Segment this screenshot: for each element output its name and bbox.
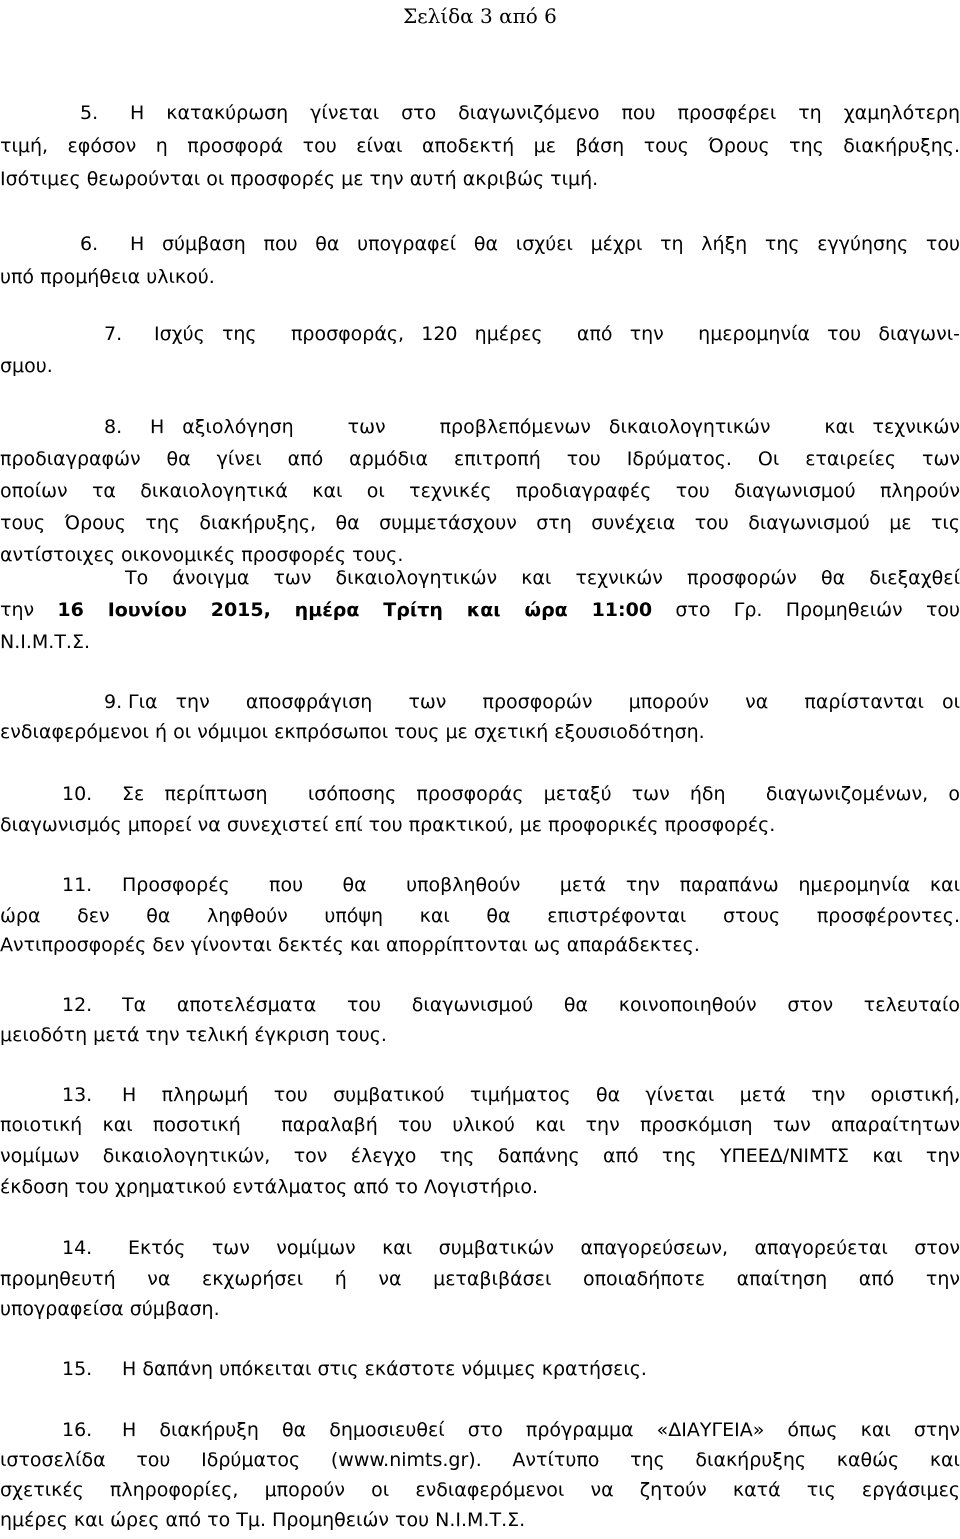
paragraph-9-line-1 [0,687,960,717]
paragraph-14-line-1 [0,1233,960,1263]
paragraph-13-line-3 [0,1141,960,1171]
paragraph-5-number: 5. [80,102,99,124]
paragraph-7-line-2 [0,351,960,381]
paragraph-8-text-7-prefix: την [0,599,58,621]
paragraph-16-text-1: Η διακήρυξη θα δημοσιευθεί στο πρόγραμμα «ΔΙΑΥΓΕΙΑ» όπως και στην [122,1419,960,1441]
paragraph-10-line-2 [0,810,960,840]
paragraph-5-text-2: τιμή, εφόσον η προσφορά του είναι αποδεκτή με βάση τους Όρους της διακήρυξης. [0,135,960,157]
paragraph-13-text-2: ποιοτική και ποσοτική παραλαβή του υλικού και την προσκόμιση των απαραίτητων [0,1114,960,1136]
paragraph-8-text-8: Ν.Ι.Μ.Τ.Σ. [0,631,91,653]
paragraph-8-text-2: προδιαγραφών θα γίνει από αρμόδια επιτροπή του Ιδρύματος. Οι εταιρείες των [0,448,960,470]
paragraph-14-text-2: προμηθευτή να εκχωρήσει ή να μεταβιβάσει οποιαδήποτε απαίτηση από την [0,1268,960,1290]
paragraph-16-line-3 [0,1475,960,1505]
paragraph-16-number: 16. [62,1419,93,1441]
paragraph-8-text-1: Η αξιολόγηση των προβλεπόμενων δικαιολογητικών και τεχνικών [150,416,960,438]
paragraph-13-number: 13. [62,1084,93,1106]
paragraph-13-line-4 [0,1172,960,1202]
paragraph-14-line-2 [0,1264,960,1294]
paragraph-11-line-2 [0,901,960,931]
paragraph-10-line-1 [0,779,960,809]
paragraph-10-text-2: διαγωνισμός μπορεί να συνεχιστεί επί του πρακτικού, με προφορικές προσφορές. [0,814,776,836]
paragraph-13-line-2 [0,1110,960,1140]
paragraph-14-text-3: υπογραφείσα σύμβαση. [0,1298,220,1320]
paragraph-6-text-2: υπό προμήθεια υλικού. [0,266,215,288]
paragraph-5-text-1: Η κατακύρωση γίνεται στο διαγωνιζόμενο που προσφέρει τη χαμηλότερη [130,102,960,124]
paragraph-5-text-3: Ισότιμες θεωρούνται οι προσφορές με την αυτή ακριβώς τιμή. [0,168,599,190]
paragraph-12-text-1: Τα αποτελέσματα του διαγωνισμού θα κοινοποιηθούν στον τελευταίο [122,994,960,1016]
paragraph-8-line-7 [0,595,960,625]
paragraph-5-line-1 [0,98,960,128]
paragraph-9-text-1: Για την αποσφράγιση των προσφορών μπορούν να παρίστανται οι [128,691,960,713]
paragraph-9-number: 9. [104,691,123,713]
paragraph-9-text-2: ενδιαφερόμενοι ή οι νόμιμοι εκπρόσωποι τους με σχετική εξουσιοδότηση. [0,721,705,743]
paragraph-10-number: 10. [62,783,93,805]
paragraph-16-line-4 [0,1505,960,1535]
paragraph-16-line-2 [0,1445,960,1475]
paragraph-12-text-2: μειοδότη μετά την τελική έγκριση τους. [0,1024,387,1046]
paragraph-11-text-2: ώρα δεν θα ληφθούν υπόψη και θα επιστρέφονται στους προσφέροντες. [0,905,960,927]
paragraph-8-line-8 [0,627,960,657]
paragraph-6-line-2 [0,262,960,292]
paragraph-8-text-7-suffix: στο Γρ. Προμηθειών του [652,599,960,621]
paragraph-11-number: 11. [62,874,93,896]
paragraph-8-text-3: οποίων τα δικαιολογητικά και οι τεχνικές προδιαγραφές του διαγωνισμού πληρούν [0,480,960,502]
paragraph-11-line-3 [0,930,960,960]
page-number-header: Σελίδα 3 από 6 [403,4,557,28]
paragraph-14-text-1: Εκτός των νομίμων και συμβατικών απαγορεύσεων, απαγορεύεται στον [128,1237,960,1259]
paragraph-16-text-3: σχετικές πληροφορίες, μπορούν οι ενδιαφερόμενοι να ζητούν κατά τις εργάσιμες [0,1479,960,1501]
paragraph-7-text-1: Ισχύς της προσφοράς, 120 ημέρες από την ημερομηνία του διαγωνι- [154,323,960,345]
paragraph-6-line-1 [0,229,960,259]
paragraph-11-text-1: Προσφορές που θα υποβληθούν μετά την παραπάνω ημερομηνία και [122,874,960,896]
paragraph-6-number: 6. [80,233,99,255]
paragraph-8-text-6: Το άνοιγμα των δικαιολογητικών και τεχνικών προσφορών θα διεξαχθεί [125,567,960,589]
paragraph-9-line-2 [0,717,960,747]
paragraph-11-text-3: Αντιπροσφορές δεν γίνονται δεκτές και απορρίπτονται ως απαράδεκτες. [0,934,700,956]
paragraph-10-text-1: Σε περίπτωση ισόποσης προσφοράς μεταξύ των ήδη διαγωνιζομένων, ο [122,783,960,805]
paragraph-15-text-1: Η δαπάνη υπόκειται στις εκάστοτε νόμιμες κρατήσεις. [122,1358,647,1380]
paragraph-16-line-1 [0,1415,960,1445]
paragraph-11-line-1 [0,870,960,900]
paragraph-7-text-2: σμου. [0,355,53,377]
paragraph-8-text-4: τους Όρους της διακήρυξης, θα συμμετάσχουν στη συνέχεια του διαγωνισμού με τις [0,512,960,534]
paragraph-16-text-2: ιστοσελίδα του Ιδρύματος (www.nimts.gr). Αντίτυπο της διακήρυξης καθώς και [0,1449,960,1471]
paragraph-8-line-2 [0,444,960,474]
opening-date-bold: 16 Ιουνίου 2015, ημέρα Τρίτη και ώρα 11:00 [57,599,653,621]
paragraph-8-text-5: αντίστοιχες οικονομικές προσφορές τους. [0,544,404,566]
paragraph-15-number: 15. [62,1358,93,1380]
paragraph-12-line-2 [0,1020,960,1050]
paragraph-13-text-1: Η πληρωμή του συμβατικού τιμήματος θα γίνεται μετά την οριστική, [122,1084,960,1106]
paragraph-8-line-6 [0,563,960,593]
paragraph-5-line-2 [0,131,960,161]
paragraph-13-line-1 [0,1080,960,1110]
paragraph-13-text-3: νομίμων δικαιολογητικών, τον έλεγχο της δαπάνης από της ΥΠΕΕΔ/ΝΙΜΤΣ και την [0,1145,960,1167]
paragraph-14-number: 14. [62,1237,93,1259]
paragraph-8-number: 8. [104,416,123,438]
paragraph-15-line-1 [0,1354,960,1384]
paragraph-14-line-3 [0,1294,960,1324]
paragraph-8-line-3 [0,476,960,506]
paragraph-8-line-1 [0,412,960,442]
paragraph-7-line-1 [0,319,960,349]
paragraph-12-line-1 [0,990,960,1020]
paragraph-12-number: 12. [62,994,93,1016]
paragraph-16-text-4: ημέρες και ώρες από το Τμ. Προμηθειών του Ν.Ι.Μ.Τ.Σ. [0,1509,526,1531]
paragraph-13-text-4: έκδοση του χρηματικού εντάλματος από το Λογιστήριο. [0,1176,539,1198]
paragraph-6-text-1: Η σύμβαση που θα υπογραφεί θα ισχύει μέχρι τη λήξη της εγγύησης του [130,233,960,255]
paragraph-7-number: 7. [104,323,123,345]
paragraph-8-line-4 [0,508,960,538]
paragraph-5-line-3 [0,164,960,194]
